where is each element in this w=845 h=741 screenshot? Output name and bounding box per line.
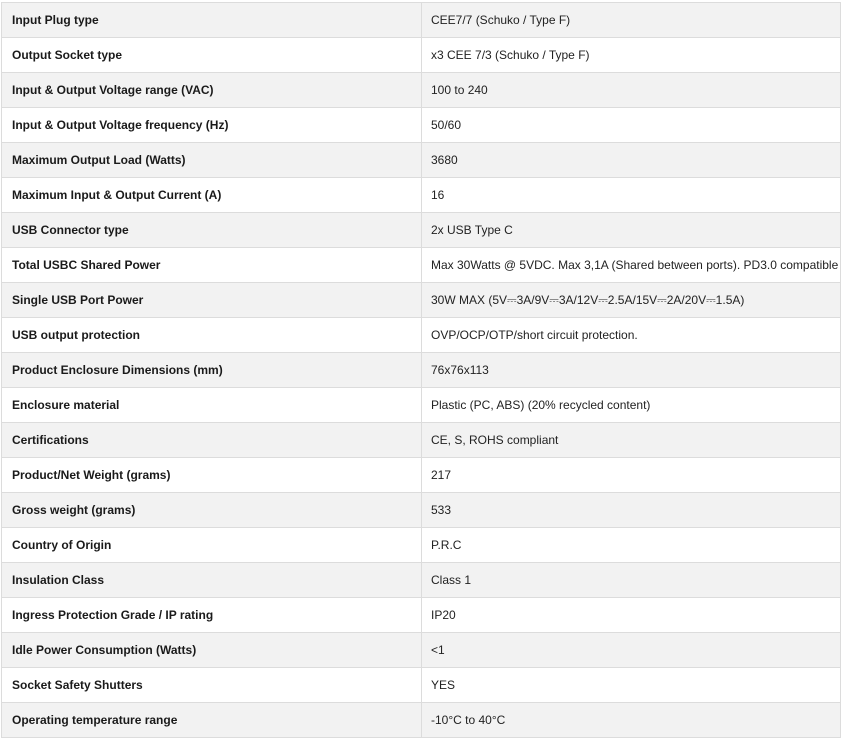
spec-label: Certifications [2, 423, 422, 458]
spec-label: Maximum Input & Output Current (A) [2, 178, 422, 213]
spec-value: CE, S, ROHS compliant [422, 423, 841, 458]
spec-value: Max 30Watts @ 5VDC. Max 3,1A (Shared between ports). PD3.0 compatible [422, 248, 841, 283]
table-row [2, 73, 841, 108]
spec-label: Input & Output Voltage frequency (Hz) [2, 108, 422, 143]
table-row [2, 423, 841, 458]
table-row [2, 3, 841, 38]
table-row [2, 598, 841, 633]
spec-label: Output Socket type [2, 38, 422, 73]
spec-value: CEE7/7 (Schuko / Type F) [422, 3, 841, 38]
spec-label: Operating temperature range [2, 703, 422, 738]
spec-value: 2x USB Type C [422, 213, 841, 248]
spec-table [1, 2, 841, 738]
table-row [2, 108, 841, 143]
table-row [2, 703, 841, 738]
spec-value: IP20 [422, 598, 841, 633]
spec-value: Class 1 [422, 563, 841, 598]
spec-label: Input Plug type [2, 3, 422, 38]
spec-value: 30W MAX (5V⎓3A/9V⎓3A/12V⎓2.5A/15V⎓2A/20V⎓1.5A) [422, 283, 841, 318]
table-row [2, 353, 841, 388]
table-row [2, 493, 841, 528]
table-row [2, 318, 841, 353]
spec-value: 217 [422, 458, 841, 493]
table-row [2, 213, 841, 248]
spec-label: Idle Power Consumption (Watts) [2, 633, 422, 668]
spec-value: 16 [422, 178, 841, 213]
spec-value: YES [422, 668, 841, 703]
table-row [2, 143, 841, 178]
spec-label: Input & Output Voltage range (VAC) [2, 73, 422, 108]
table-row [2, 563, 841, 598]
spec-label: Total USBC Shared Power [2, 248, 422, 283]
spec-label: Single USB Port Power [2, 283, 422, 318]
spec-label: USB output protection [2, 318, 422, 353]
table-row [2, 388, 841, 423]
spec-value: 50/60 [422, 108, 841, 143]
spec-label: Ingress Protection Grade / IP rating [2, 598, 422, 633]
spec-label: Socket Safety Shutters [2, 668, 422, 703]
spec-value: x3 CEE 7/3 (Schuko / Type F) [422, 38, 841, 73]
spec-label: Gross weight (grams) [2, 493, 422, 528]
table-row [2, 668, 841, 703]
table-row [2, 458, 841, 493]
table-row [2, 633, 841, 668]
spec-label: USB Connector type [2, 213, 422, 248]
spec-label: Country of Origin [2, 528, 422, 563]
table-row [2, 528, 841, 563]
spec-value: OVP/OCP/OTP/short circuit protection. [422, 318, 841, 353]
spec-label: Product/Net Weight (grams) [2, 458, 422, 493]
spec-label: Insulation Class [2, 563, 422, 598]
spec-label: Maximum Output Load (Watts) [2, 143, 422, 178]
table-row [2, 38, 841, 73]
spec-value: <1 [422, 633, 841, 668]
spec-label: Enclosure material [2, 388, 422, 423]
table-row [2, 248, 841, 283]
spec-value: Plastic (PC, ABS) (20% recycled content) [422, 388, 841, 423]
spec-value: -10°C to 40°C [422, 703, 841, 738]
spec-value: 3680 [422, 143, 841, 178]
table-row [2, 283, 841, 318]
table-row [2, 178, 841, 213]
spec-value: 100 to 240 [422, 73, 841, 108]
spec-value: 76x76x113 [422, 353, 841, 388]
spec-value: 533 [422, 493, 841, 528]
spec-label: Product Enclosure Dimensions (mm) [2, 353, 422, 388]
spec-value: P.R.C [422, 528, 841, 563]
